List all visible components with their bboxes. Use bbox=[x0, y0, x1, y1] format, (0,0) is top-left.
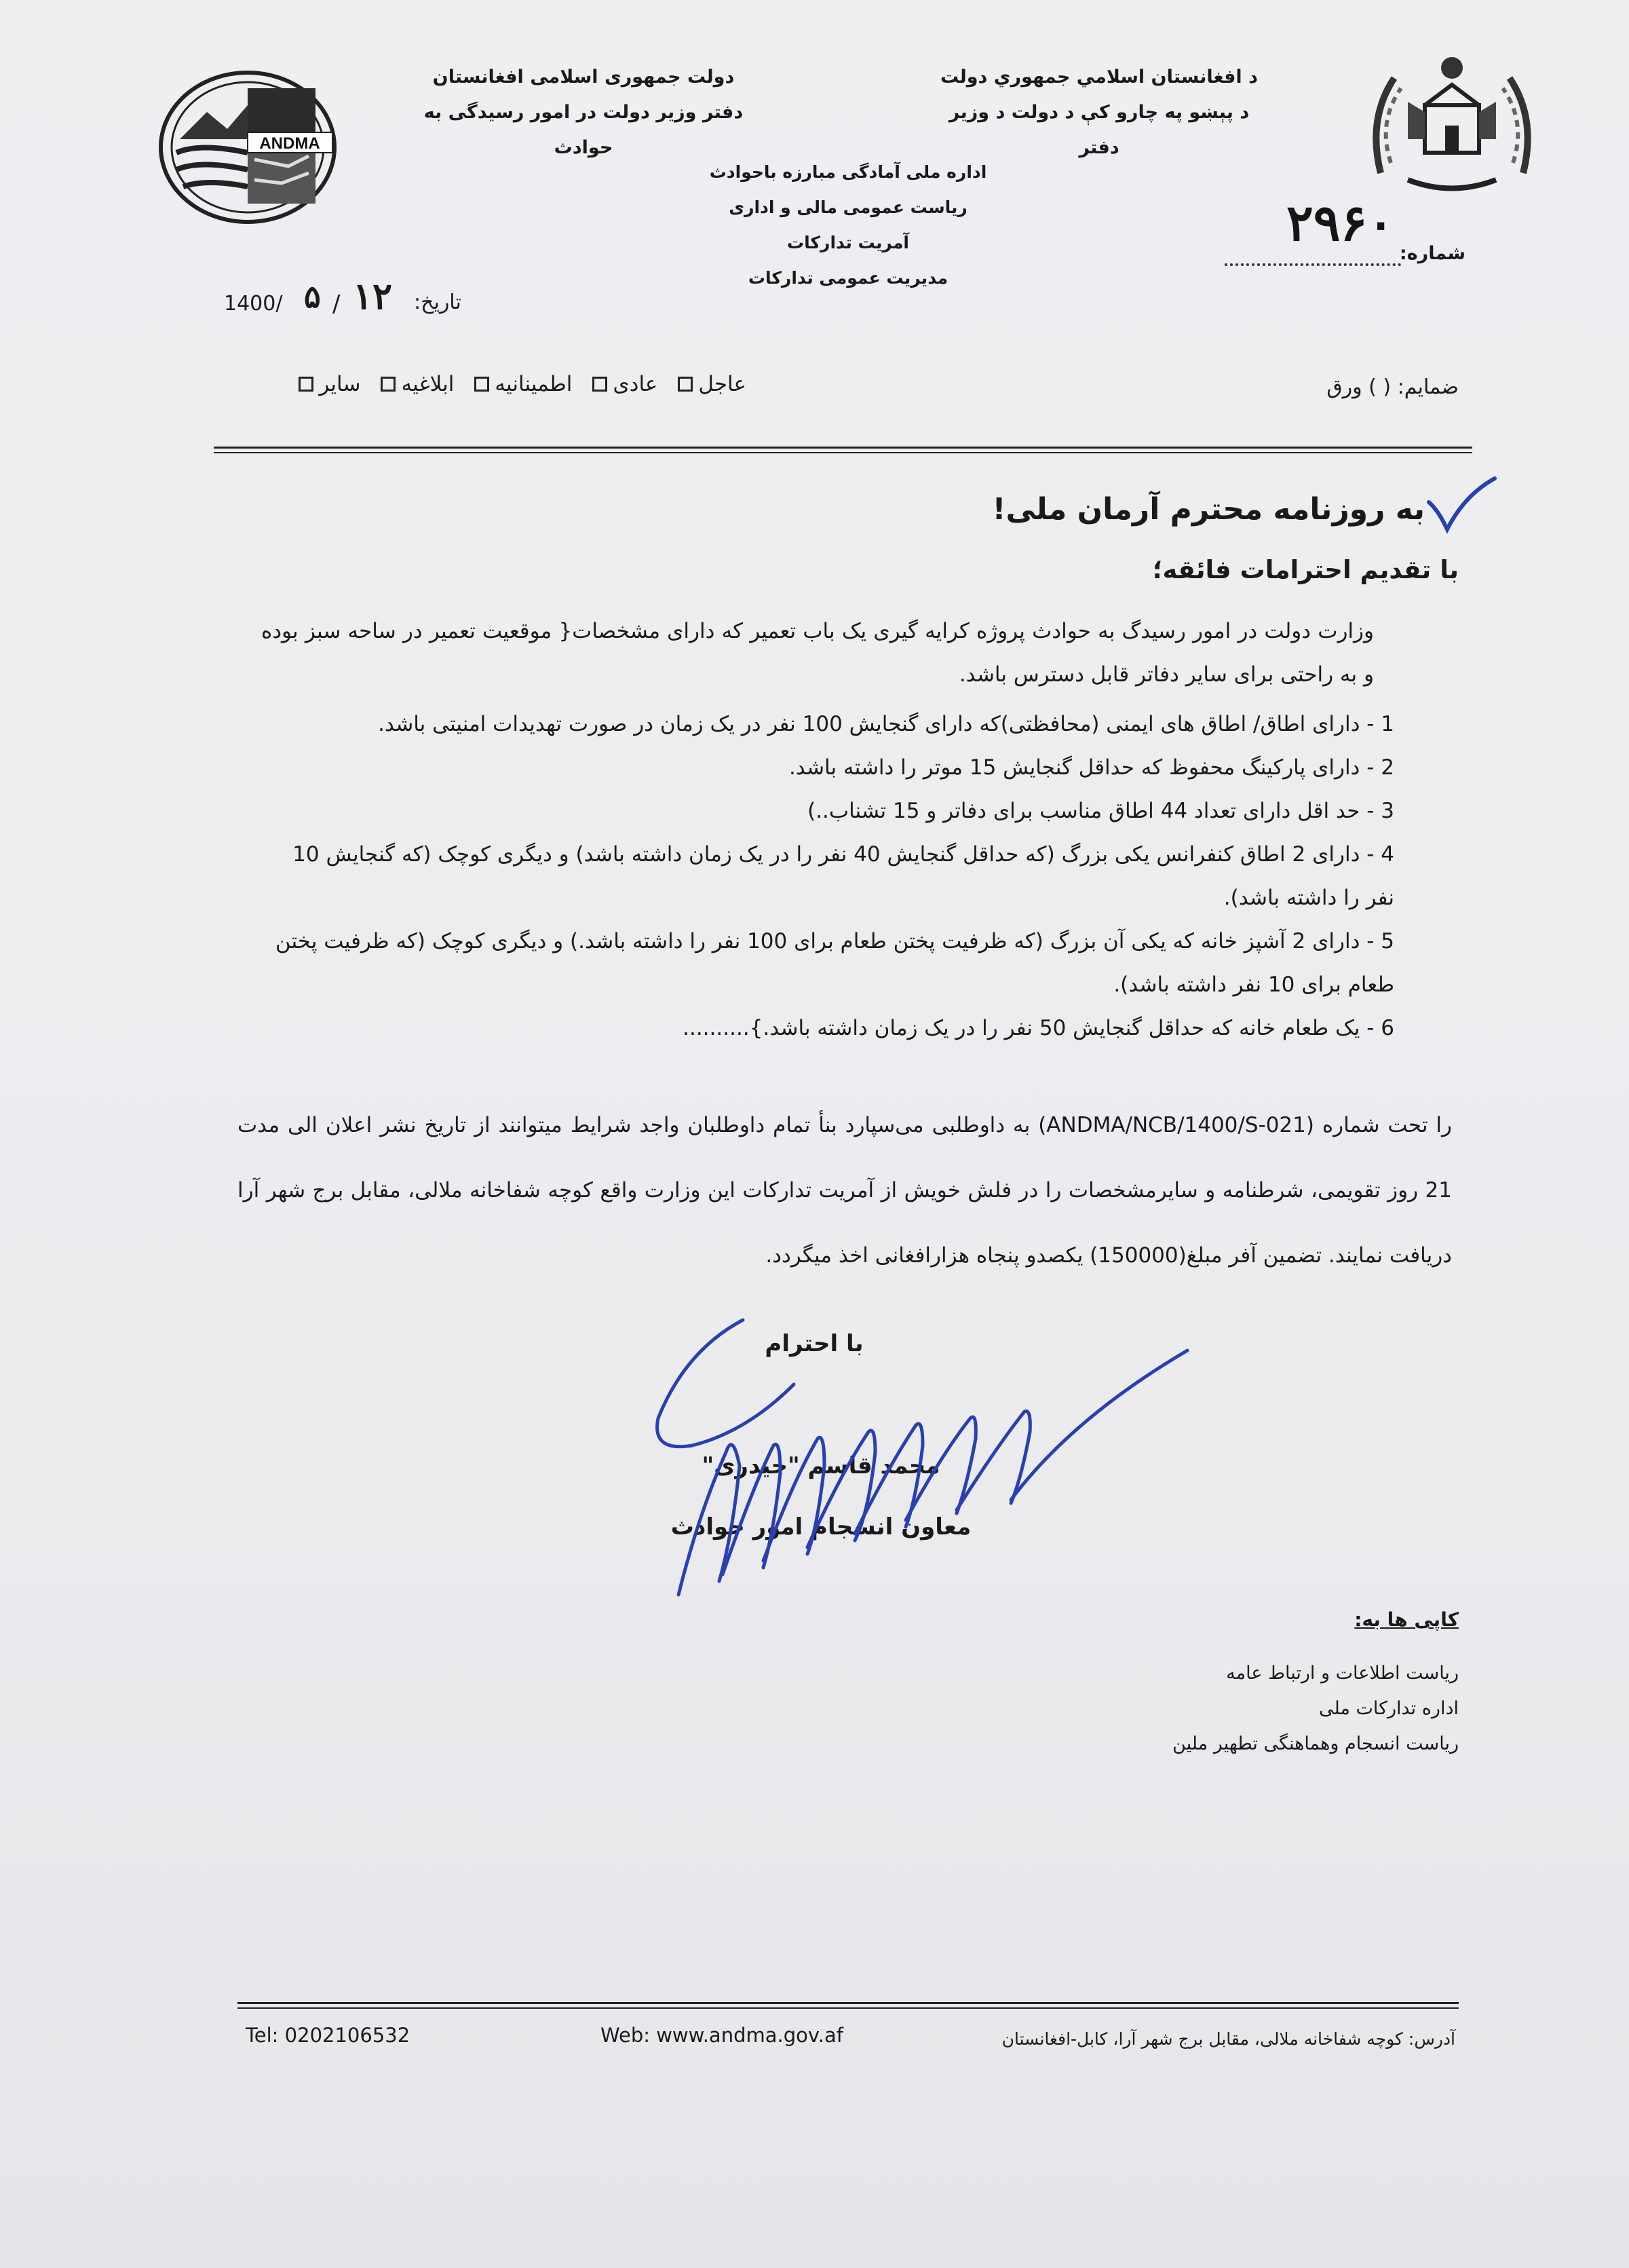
header-divider bbox=[214, 447, 1472, 449]
cc-item-2: اداره تدارکات ملی bbox=[1318, 1698, 1459, 1719]
footer-web: Web: www.andma.gov.af bbox=[600, 2024, 843, 2047]
regards: با احترام bbox=[765, 1330, 864, 1357]
signatory-name: محمد قاسم "حیدری" bbox=[702, 1452, 940, 1479]
dept-line-1: اداره ملی آمادگی مبارزه باحوادث bbox=[709, 162, 987, 182]
footer-divider bbox=[237, 2002, 1459, 2004]
date-month: ۵ bbox=[304, 278, 321, 315]
afghanistan-emblem bbox=[1360, 37, 1544, 207]
header-left-line1: دولت جمهوری اسلامی افغانستان bbox=[432, 67, 735, 88]
checkbox-box[interactable] bbox=[381, 377, 396, 392]
requirement-item-4: 4 - دارای 2 اطاق کنفرانس یکی بزرگ (که حداقل گنجایش 40 نفر را در یک زمان داشته باشد) و دیگری کوچک (که گنجایش 10 نفر را داشته باشد). bbox=[292, 842, 1394, 910]
dept-line-2: ریاست عمومی مالی و اداری bbox=[729, 197, 967, 217]
cc-heading: کاپی ها به: bbox=[1354, 1608, 1459, 1631]
footer-tel: Tel: 0202106532 bbox=[246, 2024, 410, 2047]
requirement-item-3: 3 - حد اقل دارای تعداد 44 اطاق مناسب برای دفاتر و 15 تشناب..) bbox=[807, 799, 1394, 823]
checkbox-box[interactable] bbox=[299, 377, 313, 392]
checkbox-box[interactable] bbox=[592, 377, 607, 392]
requirement-item-5: 5 - دارای 2 آشپز خانه که یکی آن بزرگ (که ظرفیت پختن طعام برای 100 نفر را داشته باشد.) و دیگری کوچک (که ظرفیت پختن طعام برای 10 نفر داشته باشد). bbox=[275, 929, 1394, 997]
attachments: ضمایم: ( ) ورق bbox=[1326, 375, 1459, 399]
checkbox-notification[interactable]: ابلاغیه bbox=[381, 372, 454, 396]
handwritten-signature bbox=[638, 1310, 1208, 1615]
checkmark-icon bbox=[1423, 475, 1498, 536]
checkbox-other[interactable]: سایر bbox=[299, 372, 360, 396]
requirement-item-1: 1 - دارای اطاق/ اطاق های ایمنی (محافظتی)که دارای گنجایش 100 نفر در یک زمان در صورت تهدیدات امنیتی باشد. bbox=[378, 712, 1394, 736]
department-block bbox=[685, 155, 1011, 296]
dept-line-4: مدیریت عمومی تدارکات bbox=[748, 268, 948, 288]
dept-line-3: آمریت تدارکات bbox=[787, 233, 909, 252]
cc-item-3: ریاست انسجام وهماهنگی تطهیر ملین bbox=[1172, 1733, 1459, 1754]
number-label: شماره: bbox=[1399, 243, 1465, 264]
requirement-item-6: 6 - یک طعام خانه که حداقل گنجایش 50 نفر را در یک زمان داشته باشد.}.......... bbox=[683, 1016, 1394, 1040]
header-right-line1: د افغانستان اسلامي جمهوري دولت bbox=[940, 67, 1258, 88]
footer-divider-2 bbox=[237, 2007, 1459, 2009]
letter-number bbox=[1221, 194, 1465, 271]
requirements-list bbox=[261, 702, 1394, 1050]
header-left-line2: دفتر وزیر دولت در امور رسیدگی به حوادث bbox=[423, 102, 744, 158]
respects-line: با تقدیم احترامات فائقه؛ bbox=[1152, 555, 1459, 584]
checkbox-box[interactable] bbox=[474, 377, 489, 392]
checkbox-confirmation[interactable]: اطمینانیه bbox=[474, 372, 572, 396]
checkbox-box[interactable] bbox=[678, 377, 693, 392]
signatory-title: معاون انسجام امور حوادث bbox=[670, 1513, 972, 1541]
date-year: 1400/ bbox=[224, 292, 283, 316]
date-day: ۱۲ bbox=[353, 274, 393, 318]
priority-checkboxes bbox=[224, 372, 746, 396]
requirement-item-2: 2 - دارای پارکینگ محفوظ که حداقل گنجایش 15 موتر را داشته باشد. bbox=[788, 755, 1394, 780]
header-divider-2 bbox=[214, 452, 1472, 453]
footer-address: آدرس: کوچه شفاخانه ملالی، مقابل برج شهر آرا، کابل-افغانستان bbox=[1001, 2029, 1455, 2049]
checkbox-urgent[interactable]: عاجل bbox=[678, 372, 746, 396]
salutation: به روزنامه محترم آرمان ملی! bbox=[992, 492, 1425, 527]
logo-text: ANDMA bbox=[259, 134, 320, 153]
date-label: تاریخ: bbox=[414, 290, 461, 314]
intro-paragraph: وزارت دولت در امور رسیدگ به حوادث پروژه کرایه گیری یک باب تعمیر که دارای مشخصات{ موقعیت تعمیر در ساحه سبز بوده و به راحتی برای سایر دفاتر قابل دسترس باشد. bbox=[261, 619, 1374, 687]
number-value: ۲۹۶۰ bbox=[1286, 194, 1394, 252]
letter-date: 1400/ ۵ / ۱۲ تاریخ: bbox=[224, 274, 461, 318]
closing-paragraph: را تحت شماره (ANDMA/NCB/1400/S-021) به داوطلبی می‌سپارد بنأ تمام داوطلبان واجد شرایط میتوانند از تاریخ نشر اعلان الی مدت 21 روز تقویمی، شرطنامه و سایرمشخصات را در فلش خویش از آمریت تدارکات این وزارت واقع کوچه شفاخانه ملالی، مقابل برج شهر آرا دریافت نمایند. تضمین آفر مبلغ(150000) یکصدو پنجاه هزارافغانی اخذ میگردد. bbox=[237, 1113, 1452, 1268]
cc-item-1: ریاست اطلاعات و ارتباط عامه bbox=[1226, 1663, 1459, 1684]
cc-list bbox=[1018, 1656, 1459, 1762]
checkbox-normal[interactable]: عادی bbox=[592, 372, 657, 396]
header-right-line2: د پېښو په چارو کې د دولت د وزیر دفتر bbox=[948, 102, 1250, 158]
andma-logo bbox=[153, 64, 343, 231]
